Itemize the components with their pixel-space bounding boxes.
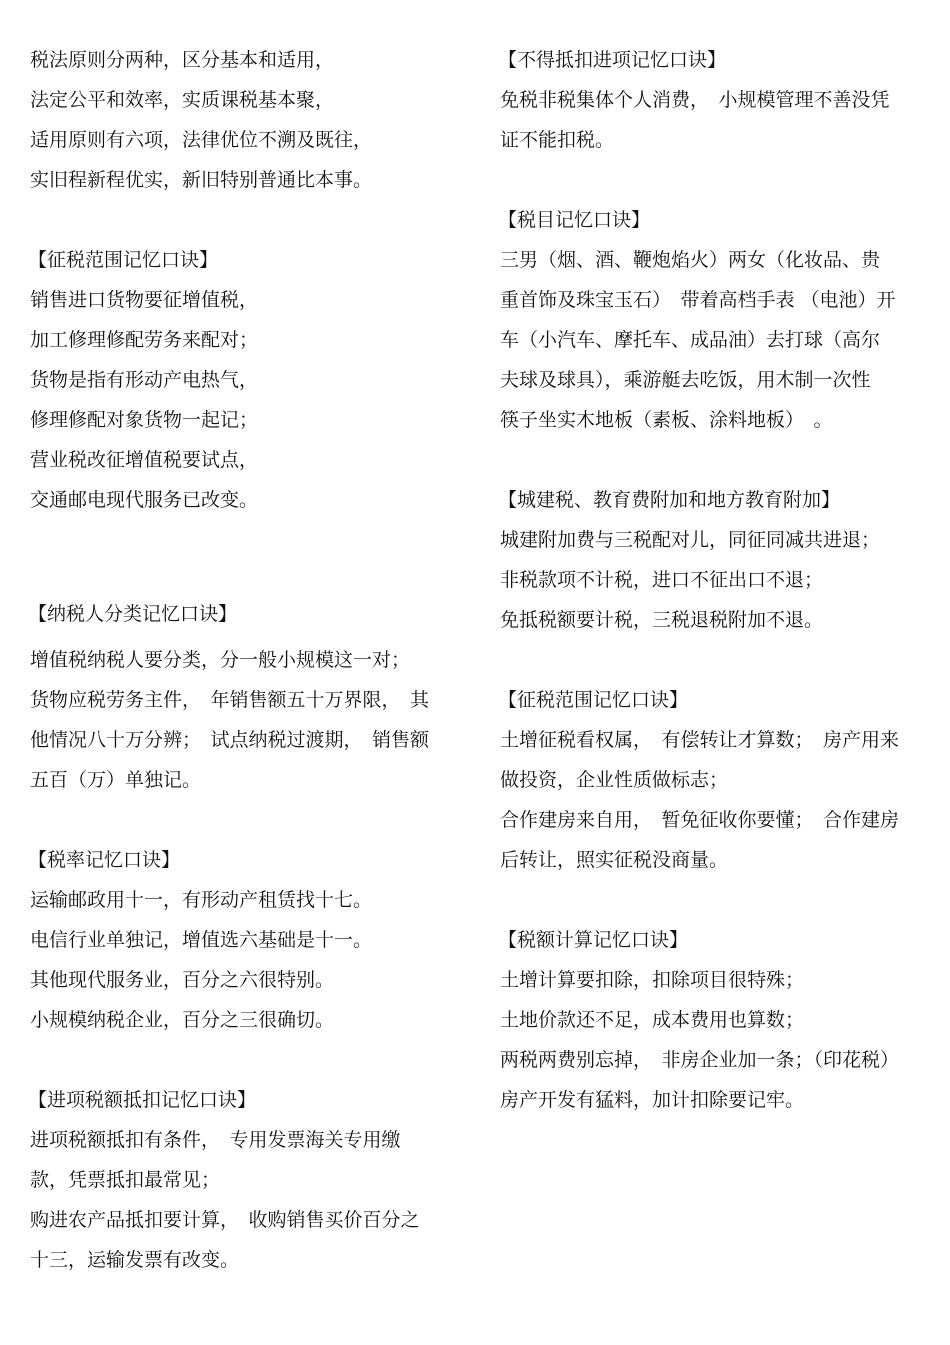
text-line: 增值税纳税人要分类，分一般小规模这一对； [30,649,411,671]
text-line: 修理修配对象货物一起记； [30,409,259,431]
text-line: 土增计算要扣除，扣除项目很特殊； [500,969,805,991]
text-line: 城建附加费与三税配对儿，同征同减共进退； [500,529,881,551]
text-line: 交通邮电现代服务已改变。 [30,489,259,511]
text-line: 三男（烟、酒、鞭炮焰火）两女（化妆品、贵 [500,249,881,271]
section-heading: 【不得抵扣进项记忆口诀】 [498,49,727,71]
section-heading: 【征税范围记忆口诀】 [28,249,219,271]
text-line: 运输邮政用十一，有形动产租赁找十七。 [30,889,373,911]
text-line: 货物是指有形动产电热气， [30,369,259,391]
section-heading: 【税率记忆口诀】 [28,849,181,871]
text-line: 夫球及球具），乘游艇去吃饭，用木制一次性 [500,369,871,391]
intro-block [30,40,470,200]
text-line: 法定公平和效率，实质课税基本聚， [30,89,335,111]
section-heading: 【进项税额抵扣记忆口诀】 [28,1089,257,1111]
input-section [30,1080,470,1280]
text-line: 筷子坐实木地板（素板、涂料地板） 。 [500,409,833,431]
text-line: 销售进口货物要征增值税， [30,289,259,311]
text-line: 非税款项不计税，进口不征出口不退； [500,569,824,591]
text-line: 他情况八十万分辨； 试点纳税过渡期， 销售额 [30,729,430,751]
text-line: 两税两费别忘掉， 非房企业加一条；（印花税） [500,1049,900,1071]
section-heading: 【税目记忆口诀】 [498,209,651,231]
text-line: 税法原则分两种，区分基本和适用， [30,49,335,71]
text-line: 加工修理修配劳务来配对； [30,329,259,351]
rate-section [30,840,470,1040]
text-line: 免抵税额要计税，三税退税附加不退。 [500,609,824,631]
section-heading: 【征税范围记忆口诀】 [498,689,689,711]
items-section [500,200,940,440]
text-line: 款，凭票抵扣最常见； [30,1169,221,1191]
text-line: 其他现代服务业，百分之六很特别。 [30,969,335,991]
text-line: 货物应税劳务主件， 年销售额五十万界限， 其 [30,689,430,711]
section-heading: 【城建税、教育费附加和地方教育附加】 [498,489,841,511]
text-line: 土地价款还不足，成本费用也算数； [500,1009,805,1031]
right-column [500,40,940,1120]
text-line: 电信行业单独记，增值选六基础是十一。 [30,929,373,951]
left-column [30,40,470,1280]
text-line: 证不能扣税。 [500,129,615,151]
text-line: 营业税改征增值税要试点， [30,449,259,471]
text-line: 购进农产品抵扣要计算， 收购销售买价百分之 [30,1209,420,1231]
text-line: 合作建房来自用， 暂免征收你要懂； 合作建房 [500,809,900,831]
taxpayer-section [30,594,470,800]
text-line: 免税非税集体个人消费， 小规模管理不善没凭 [500,89,890,111]
nondeduct-section [500,40,940,160]
text-line: 重首饰及珠宝玉石） 带着高档手表 （电池）开 [500,289,896,311]
calc-section [500,920,940,1120]
text-line: 进项税额抵扣有条件， 专用发票海关专用缴 [30,1129,401,1151]
text-line: 小规模纳税企业，百分之三很确切。 [30,1009,335,1031]
text-line: 土增征税看权属， 有偿转让才算数； 房产用来 [500,729,900,751]
text-line: 十三，运输发票有改变。 [30,1249,240,1271]
text-line: 做投资，企业性质做标志； [500,769,729,791]
text-line: 房产开发有猛料，加计扣除要记牢。 [500,1089,805,1111]
text-line: 车（小汽车、摩托车、成品油）去打球（高尔 [500,329,881,351]
text-line: 后转让，照实征税没商量。 [500,849,729,871]
text-line: 实旧程新程优实，新旧特别普通比本事。 [30,169,373,191]
landscope-section [500,680,940,880]
section-heading: 【税额计算记忆口诀】 [498,929,689,951]
text-line: 适用原则有六项，法律优位不溯及既往， [30,129,373,151]
text-line: 五百（万）单独记。 [30,769,202,791]
scope-section [30,240,470,520]
section-heading: 【纳税人分类记忆口诀】 [28,603,238,625]
surcharge-section [500,480,940,640]
